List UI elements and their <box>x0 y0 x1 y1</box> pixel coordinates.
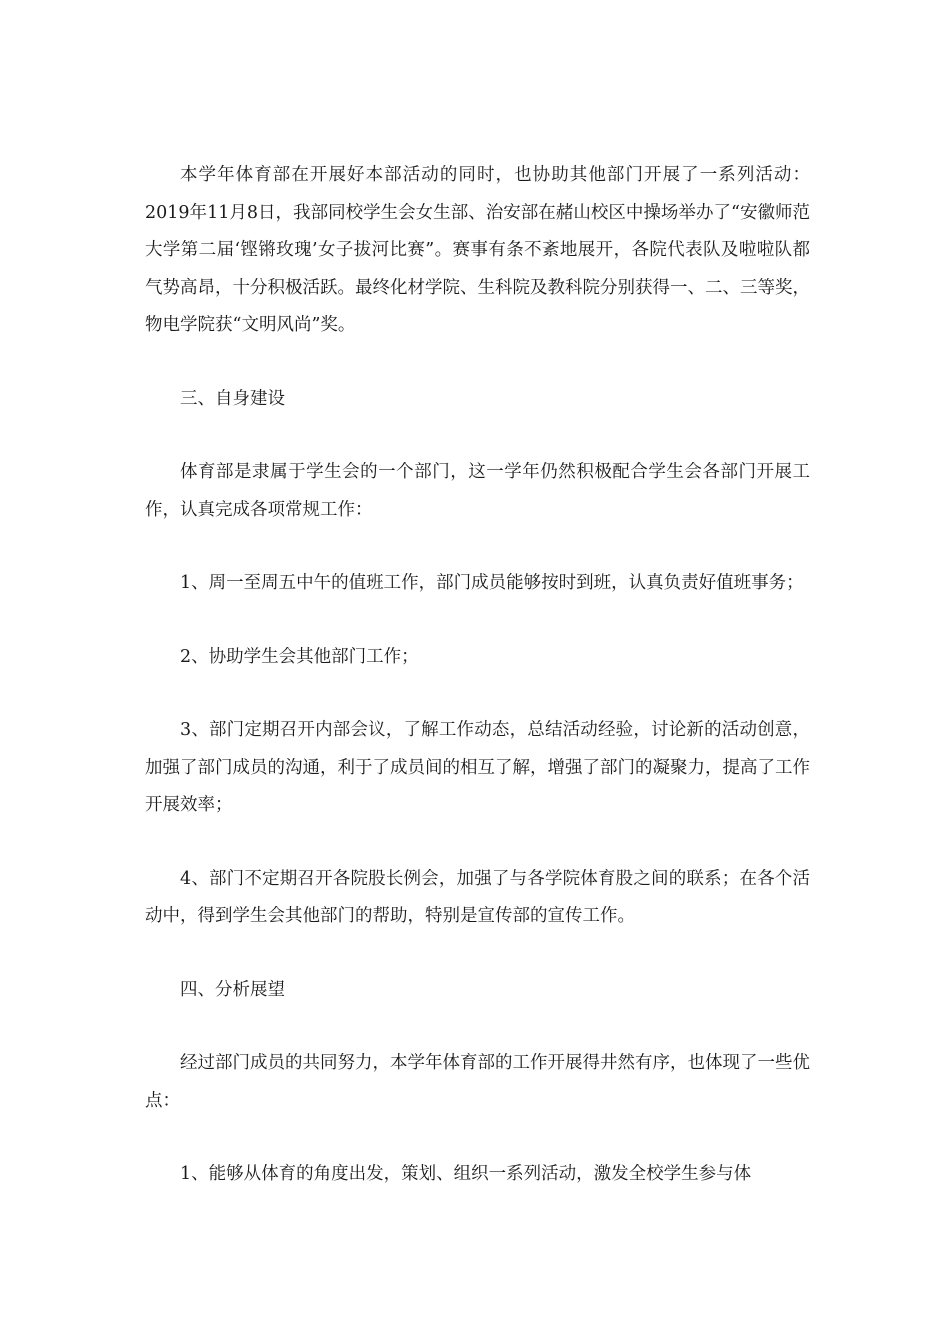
document-page <box>145 157 810 1230</box>
list-item-liaison: 4、部门不定期召开各院股长例会，加强了与各学院体育股之间的联系；在各个活动中，得到学生会其他部门的帮助，特别是宣传部的宣传工作。 <box>145 868 810 926</box>
paragraph-outlook-intro: 经过部门成员的共同努力，本学年体育部的工作开展得井然有序，也体现了一些优点： <box>145 1053 810 1111</box>
paragraph-activities: 本学年体育部在开展好本部活动的同时，也协助其他部门开展了一系列活动：2019年11月8日，我部同校学生会女生部、治安部在赭山校区中操场举办了“安徽师范大学第二届‘铿锵玫瑰’女子拔河比赛”。赛事有条不紊地展开，各院代表队及啦啦队都气势高昂，十分积极活跃。最终化材学院、生科院及教科院分别获得一、二、三等奖，物电学院获“文明风尚”奖。 <box>145 165 810 335</box>
list-item-duty: 1、周一至周五中午的值班工作，部门成员能够按时到班，认真负责好值班事务； <box>180 573 804 593</box>
list-item-assist: 2、协助学生会其他部门工作； <box>180 646 419 667</box>
section-heading-self-building: 三、自身建设 <box>180 388 285 409</box>
list-item-strength-1: 1、能够从体育的角度出发，策划、组织一系列活动，激发全校学生参与体 <box>180 1164 752 1184</box>
list-item-meetings: 3、部门定期召开内部会议，了解工作动态，总结活动经验，讨论新的活动创意，加强了部门成员的沟通，利于了成员间的相互了解，增强了部门的凝聚力，提高了工作开展效率； <box>145 720 810 815</box>
section-heading-outlook: 四、分析展望 <box>180 979 285 1000</box>
paragraph-self-building-intro: 体育部是隶属于学生会的一个部门，这一学年仍然积极配合学生会各部门开展工作，认真完成各项常规工作： <box>145 462 810 520</box>
